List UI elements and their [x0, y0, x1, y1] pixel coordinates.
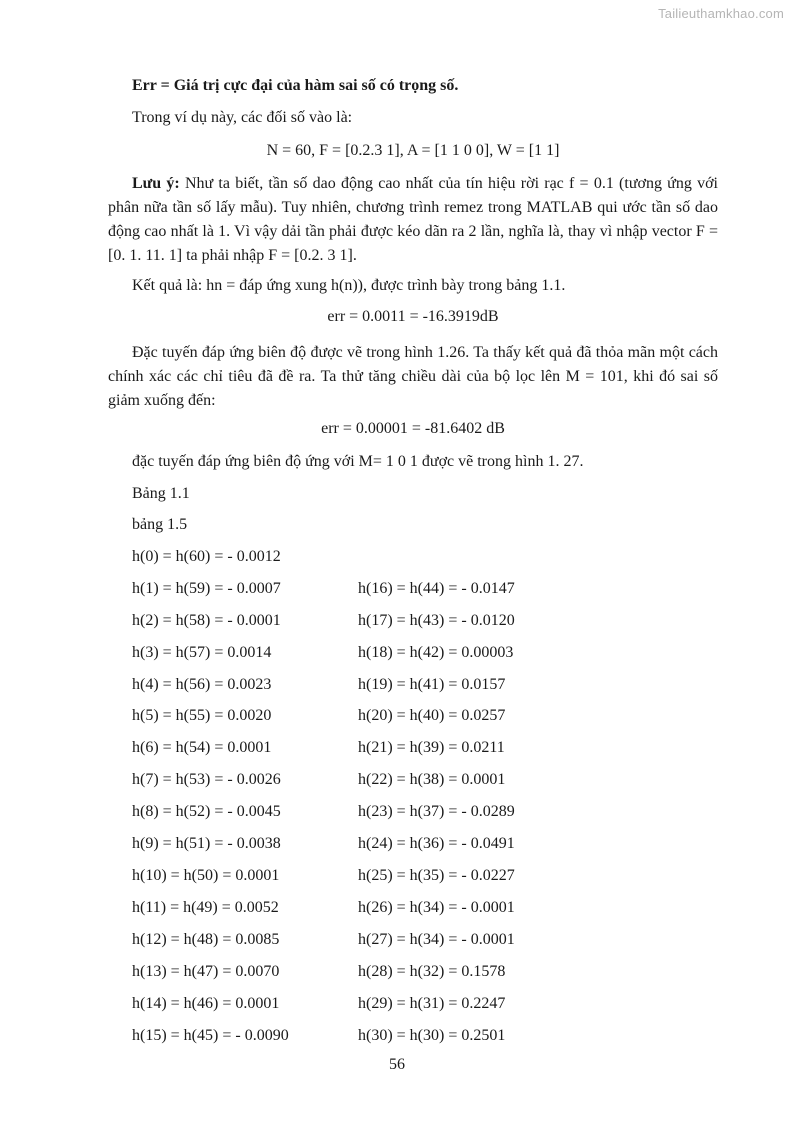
coef-right: h(20) = h(40) = 0.0257 — [358, 707, 506, 724]
coef-right: h(25) = h(35) = - 0.0227 — [358, 867, 515, 884]
table-caption-2: bảng 1.5 — [132, 516, 188, 533]
coef-left: h(3) = h(57) = 0.0014 — [132, 644, 272, 661]
note-paragraph — [108, 172, 718, 268]
coef-right: h(21) = h(39) = 0.0211 — [358, 739, 505, 756]
coef-right: h(19) = h(41) = 0.0157 — [358, 676, 506, 693]
page-number: 56 — [389, 1056, 405, 1073]
result-line: Kết quả là: hn = đáp ứng xung h(n)), được trình bày trong bảng 1.1. — [132, 277, 566, 294]
coef-right: h(16) = h(44) = - 0.0147 — [358, 580, 515, 597]
coefficient-first: h(0) = h(60) = - 0.0012 — [132, 548, 281, 565]
coef-left: h(2) = h(58) = - 0.0001 — [132, 612, 281, 629]
coef-right: h(30) = h(30) = 0.2501 — [358, 1027, 506, 1044]
figure-paragraph: Đặc tuyến đáp ứng biên độ được vẽ trong hình 1.26. Ta thấy kết quả đã thỏa mãn một cách chính xác các chỉ tiêu đã đề ra. Ta thử tăng chiều dài của bộ lọc lên M = 101, khi đó sai số giảm xuống đến: — [108, 344, 718, 409]
intro-line: Trong ví dụ này, các đối số vào là: — [132, 109, 353, 126]
coef-left: h(11) = h(49) = 0.0052 — [132, 899, 279, 916]
coef-left: h(9) = h(51) = - 0.0038 — [132, 835, 281, 852]
coef-right: h(18) = h(42) = 0.00003 — [358, 644, 514, 661]
coef-left: h(1) = h(59) = - 0.0007 — [132, 580, 281, 597]
watermark: Tailieuthamkhao.com — [658, 6, 784, 21]
coef-right: h(23) = h(37) = - 0.0289 — [358, 803, 515, 820]
coef-left: h(8) = h(52) = - 0.0045 — [132, 803, 281, 820]
coef-right: h(24) = h(36) = - 0.0491 — [358, 835, 515, 852]
coef-right: h(22) = h(38) = 0.0001 — [358, 771, 506, 788]
coef-left: h(14) = h(46) = 0.0001 — [132, 995, 280, 1012]
coef-left: h(15) = h(45) = - 0.0090 — [132, 1027, 289, 1044]
err-equation-1: err = 0.0011 = -16.3919dB — [327, 308, 499, 325]
coef-left: h(10) = h(50) = 0.0001 — [132, 867, 280, 884]
figure-paragraph-2: đặc tuyến đáp ứng biên độ ứng với M= 1 0 1 được vẽ trong hình 1. 27. — [132, 453, 584, 470]
params-equation: N = 60, F = [0.2.3 1], A = [1 1 0 0], W = [1 1] — [266, 142, 560, 159]
table-caption-1: Bảng 1.1 — [132, 485, 190, 502]
note-text: Như ta biết, tần số dao động cao nhất của tín hiệu rời rạc f = 0.1 (tương ứng với phân nữa tần số lấy mẫu). Tuy nhiên, chương trình remez trong MATLAB qui ước tần số dao động cao nhất là 1. Vì vậy dải tần phải được kéo dãn ra 2 lần, nghĩa là, thay vì nhập vector F = [0. 1. 11. 1] ta phải nhập F = [0.2. 3 1]. — [108, 175, 718, 264]
coef-right: h(29) = h(31) = 0.2247 — [358, 995, 506, 1012]
coef-left: h(6) = h(54) = 0.0001 — [132, 739, 272, 756]
coef-left: h(7) = h(53) = - 0.0026 — [132, 771, 281, 788]
coef-left: h(12) = h(48) = 0.0085 — [132, 931, 280, 948]
coef-left: h(4) = h(56) = 0.0023 — [132, 676, 272, 693]
coef-right: h(27) = h(34) = - 0.0001 — [358, 931, 515, 948]
coef-right: h(17) = h(43) = - 0.0120 — [358, 612, 515, 629]
coef-left: h(5) = h(55) = 0.0020 — [132, 707, 272, 724]
heading: Err = Giá trị cực đại của hàm sai số có trọng số. — [132, 77, 459, 94]
err-equation-2: err = 0.00001 = -81.6402 dB — [321, 420, 505, 437]
coef-left: h(13) = h(47) = 0.0070 — [132, 963, 280, 980]
coef-right: h(28) = h(32) = 0.1578 — [358, 963, 506, 980]
note-label: Lưu ý: — [132, 175, 180, 192]
coef-right: h(26) = h(34) = - 0.0001 — [358, 899, 515, 916]
